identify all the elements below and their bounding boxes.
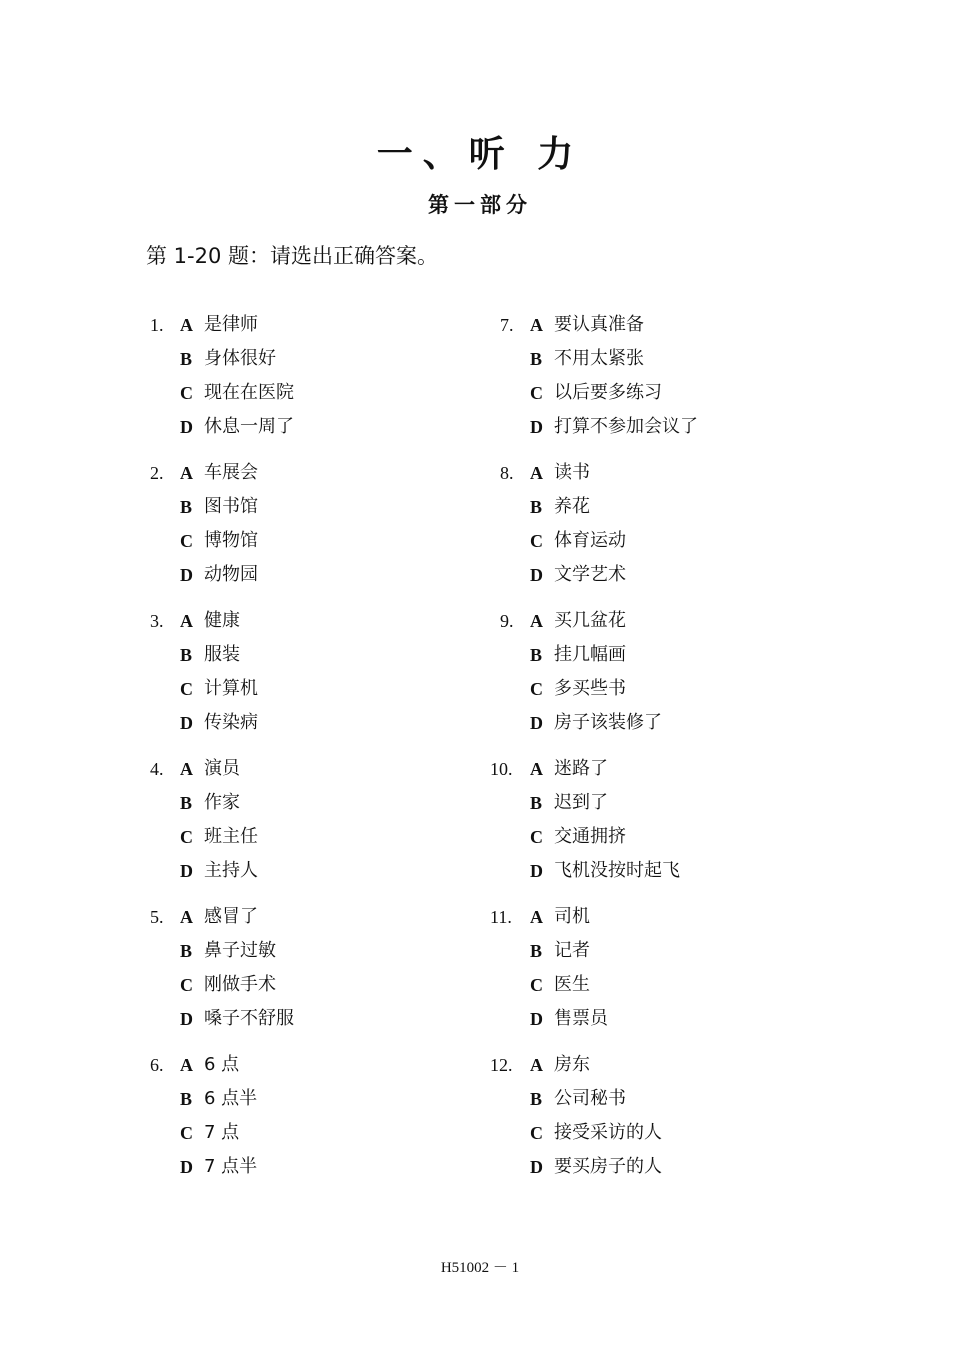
option-letter: A (180, 1055, 193, 1075)
option-d[interactable] (146, 558, 506, 592)
option-letter: B (530, 1089, 543, 1109)
option-letter: B (530, 645, 543, 665)
option-text: 服装 (204, 644, 240, 665)
option-letter: B (530, 941, 543, 961)
option-d[interactable] (146, 706, 506, 740)
option-d[interactable] (496, 1150, 856, 1184)
option-letter: D (180, 1009, 193, 1029)
option-text: 多买些书 (554, 678, 626, 699)
option-a[interactable] (146, 456, 506, 490)
option-text: 以后要多练习 (554, 382, 662, 403)
option-a[interactable] (146, 752, 506, 786)
option-letter: D (180, 861, 193, 881)
option-letter: C (180, 975, 193, 995)
option-letter: C (180, 827, 193, 847)
option-c[interactable] (496, 1116, 856, 1150)
option-text: 计算机 (204, 678, 258, 699)
option-d[interactable] (496, 558, 856, 592)
option-text: 挂几幅画 (554, 644, 626, 665)
option-c[interactable] (146, 672, 506, 706)
question-8 (496, 456, 856, 592)
option-d[interactable] (146, 854, 506, 888)
option-d[interactable] (146, 1002, 506, 1036)
option-letter: B (180, 793, 193, 813)
question-number: 1. (150, 315, 164, 335)
option-letter: A (530, 1055, 543, 1075)
option-d[interactable] (146, 1150, 506, 1184)
option-c[interactable] (496, 820, 856, 854)
option-c[interactable] (146, 1116, 506, 1150)
option-text: 飞机没按时起飞 (554, 860, 680, 881)
option-text: 车展会 (204, 462, 258, 483)
option-letter: D (530, 713, 543, 733)
option-a[interactable] (490, 752, 856, 786)
question-12 (490, 1048, 856, 1184)
question-number: 4. (150, 759, 164, 779)
option-b[interactable] (146, 786, 506, 820)
instructions: 第 1-20 题：请选出正确答案。 (146, 244, 439, 268)
section-title: 一、听 力 (376, 134, 584, 175)
option-c[interactable] (496, 968, 856, 1002)
option-letter: A (180, 463, 193, 483)
question-2 (146, 456, 506, 592)
question-10 (490, 752, 856, 888)
option-text: 迟到了 (554, 792, 608, 813)
option-text: 主持人 (204, 860, 258, 881)
question-number: 6. (150, 1055, 164, 1075)
option-letter: A (530, 463, 543, 483)
option-b[interactable] (146, 1082, 506, 1116)
option-text: 体育运动 (554, 530, 626, 551)
option-b[interactable] (146, 490, 506, 524)
option-text: 打算不参加会议了 (554, 416, 698, 437)
option-d[interactable] (496, 706, 856, 740)
option-letter: D (530, 417, 543, 437)
question-5 (146, 900, 506, 1036)
option-text: 演员 (204, 758, 240, 779)
option-d[interactable] (146, 410, 506, 444)
option-text: 房东 (554, 1054, 590, 1075)
question-number: 8. (500, 463, 514, 483)
option-text: 6 点 (204, 1054, 240, 1075)
option-letter: B (180, 645, 193, 665)
option-text: 售票员 (554, 1008, 608, 1029)
option-letter: D (530, 565, 543, 585)
option-text: 司机 (554, 906, 590, 927)
option-text: 作家 (204, 792, 240, 813)
option-text: 接受采访的人 (554, 1122, 662, 1143)
option-text: 迷路了 (554, 758, 608, 779)
option-letter: A (180, 759, 193, 779)
option-text: 7 点半 (204, 1156, 258, 1177)
option-text: 博物馆 (204, 530, 258, 551)
option-b[interactable] (496, 786, 856, 820)
question-number: 10. (490, 759, 513, 779)
option-letter: A (530, 907, 543, 927)
option-letter: D (530, 861, 543, 881)
option-letter: A (530, 759, 543, 779)
option-text: 读书 (554, 462, 590, 483)
question-4 (146, 752, 506, 888)
option-letter: B (180, 941, 193, 961)
question-7 (496, 308, 856, 444)
option-letter: B (180, 349, 193, 369)
question-number: 9. (500, 611, 514, 631)
option-letter: B (530, 793, 543, 813)
option-d[interactable] (496, 854, 856, 888)
option-b[interactable] (146, 342, 506, 376)
option-letter: B (180, 1089, 193, 1109)
option-letter: B (530, 349, 543, 369)
option-text: 记者 (554, 940, 590, 961)
option-text: 现在在医院 (204, 382, 294, 403)
option-c[interactable] (146, 968, 506, 1002)
option-letter: C (530, 383, 543, 403)
option-text: 身体很好 (204, 348, 276, 369)
question-number: 3. (150, 611, 164, 631)
question-number: 12. (490, 1055, 513, 1075)
question-number: 11. (490, 907, 512, 927)
question-number: 7. (500, 315, 514, 335)
question-9 (496, 604, 856, 740)
option-text: 交通拥挤 (554, 826, 626, 847)
option-text: 嗓子不舒服 (204, 1008, 294, 1029)
option-letter: B (180, 497, 193, 517)
option-text: 不用太紧张 (554, 348, 644, 369)
question-1 (146, 308, 506, 444)
option-a[interactable] (490, 900, 856, 934)
option-text: 买几盆花 (554, 610, 626, 631)
option-text: 是律师 (204, 314, 258, 335)
part-title: 第一部分 (428, 193, 532, 217)
option-text: 公司秘书 (554, 1088, 626, 1109)
option-a[interactable] (146, 604, 506, 638)
question-11 (490, 900, 856, 1036)
option-text: 动物园 (204, 564, 258, 585)
option-letter: D (180, 713, 193, 733)
option-text: 刚做手术 (204, 974, 276, 995)
option-text: 休息一周了 (204, 416, 294, 437)
option-text: 养花 (554, 496, 590, 517)
option-a[interactable] (146, 900, 506, 934)
option-letter: C (180, 1123, 193, 1143)
option-letter: D (180, 417, 193, 437)
option-c[interactable] (496, 672, 856, 706)
option-letter: C (530, 679, 543, 699)
option-letter: C (180, 679, 193, 699)
page-footer: H51002 － 1 (440, 1260, 520, 1276)
option-text: 传染病 (204, 712, 258, 733)
option-letter: A (530, 315, 543, 335)
option-a[interactable] (490, 1048, 856, 1082)
question-3 (146, 604, 506, 740)
option-text: 房子该装修了 (554, 712, 662, 733)
option-text: 要买房子的人 (554, 1156, 662, 1177)
option-text: 7 点 (204, 1122, 240, 1143)
option-letter: A (180, 907, 193, 927)
option-letter: C (530, 531, 543, 551)
option-c[interactable] (146, 376, 506, 410)
option-letter: A (180, 315, 193, 335)
option-text: 健康 (204, 610, 240, 631)
option-c[interactable] (496, 376, 856, 410)
option-b[interactable] (146, 638, 506, 672)
option-text: 6 点半 (204, 1088, 258, 1109)
option-c[interactable] (496, 524, 856, 558)
option-letter: B (530, 497, 543, 517)
option-b[interactable] (146, 934, 506, 968)
option-c[interactable] (146, 820, 506, 854)
option-text: 感冒了 (204, 906, 258, 927)
question-6 (146, 1048, 506, 1184)
option-a[interactable] (496, 308, 856, 342)
option-letter: D (530, 1009, 543, 1029)
option-text: 医生 (554, 974, 590, 995)
option-text: 要认真准备 (554, 314, 644, 335)
option-letter: D (180, 1157, 193, 1177)
option-a[interactable] (146, 1048, 506, 1082)
option-text: 鼻子过敏 (204, 940, 276, 961)
option-letter: D (180, 565, 193, 585)
option-d[interactable] (496, 410, 856, 444)
option-text: 班主任 (204, 826, 258, 847)
option-text: 图书馆 (204, 496, 258, 517)
option-letter: C (530, 975, 543, 995)
option-a[interactable] (496, 456, 856, 490)
question-number: 2. (150, 463, 164, 483)
option-letter: D (530, 1157, 543, 1177)
option-b[interactable] (496, 1082, 856, 1116)
option-b[interactable] (496, 342, 856, 376)
option-a[interactable] (496, 604, 856, 638)
option-b[interactable] (496, 934, 856, 968)
option-b[interactable] (496, 638, 856, 672)
option-letter: A (530, 611, 543, 631)
option-letter: A (180, 611, 193, 631)
option-letter: C (530, 827, 543, 847)
option-b[interactable] (496, 490, 856, 524)
option-c[interactable] (146, 524, 506, 558)
option-letter: C (180, 531, 193, 551)
option-a[interactable] (146, 308, 506, 342)
option-letter: C (180, 383, 193, 403)
option-d[interactable] (496, 1002, 856, 1036)
option-letter: C (530, 1123, 543, 1143)
option-text: 文学艺术 (554, 564, 626, 585)
question-number: 5. (150, 907, 164, 927)
